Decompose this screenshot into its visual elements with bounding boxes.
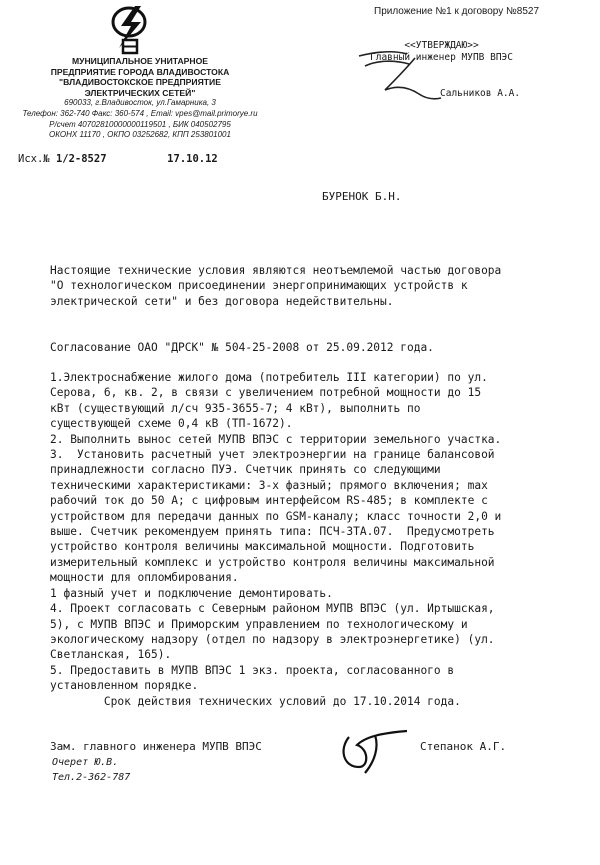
org-name-line1: "ВЛАДИВОСТОКСКОЕ ПРЕДПРИЯТИЕ [59,77,221,88]
org-name-line2: ЭЛЕКТРИЧЕСКИХ СЕТЕЙ" [84,87,196,98]
company-logo-icon [105,4,155,56]
org-type-line2: ПРЕДПРИЯТИЕ ГОРОДА ВЛАДИВОСТОКА [50,66,230,77]
signer-signature [335,727,415,775]
intro-paragraph: Настоящие технические условия являются неотъемлемой частью договора "О технологическом присоединении энергопринимающих устройств к электрической сети" и без договора недействительны. [50,264,502,308]
executor-name: Очерет Ю.В. [52,757,119,768]
outgoing-number-value: 1/2-8527 [55,153,107,165]
outgoing-number [18,153,218,165]
approval-stamp: <<УТВЕРЖДАЮ>> [404,40,479,51]
approver-name: Сальников А.А. [440,88,521,99]
outgoing-date: 17.10.12 [167,153,218,165]
signer-position: Зам. главного инженера МУПВ ВПЭС [50,740,262,753]
org-address: 690033, г.Владивосток, ул.Гамарника, 3 [64,98,216,108]
recipient-name: БУРЕНОК Б.Н. [322,190,402,203]
agreement-line: Согласование ОАО "ДРСК" № 504-25-2008 от 25.09.2012 года. [50,341,434,354]
organization-header [10,56,270,141]
org-type-line1: МУНИЦИПАЛЬНОЕ УНИТАРНОЕ [71,56,209,66]
appendix-reference: Приложение №1 к договору №8527 [374,6,539,17]
org-codes: ОКОНХ 11170 , ОКПО 03252682, КПП 253801001 [49,130,231,140]
signer-name: Степанок А.Г. [420,740,507,753]
executor-block [52,756,130,785]
approval-position: Главный инженер МУПВ ВПЭС [370,52,513,63]
outgoing-label: Исх.№ [18,153,50,165]
org-contacts: Телефон: 362-740 Факс: 360-574 , Email: vpes@mail.primorye.ru [22,108,258,118]
org-bank: Р/счет 40702810000000119501 , БИК 040502795 [49,119,231,129]
approver-signature [355,46,445,108]
executor-phone: Тел.2-362-787 [52,771,131,783]
conditions-list: 1.Электроснабжение жилого дома (потребитель III категории) по ул. Серова, 6, кв. 2, в связи с увеличением потребной мощности до 15 кВт (существующий л/сч 935-3655-7; 4 кВт), выполнить по существующей схеме 0,4 кВ (ТП-1672). 2. Выполнить вынос сетей МУПВ ВПЭС с территории земельного участка. 3. Установить расчетный учет электроэнергии на границе балансовой принадлежности согласно ПУЭ. Счетчик принять со следующими техническими характеристиками: 3-х фазный; прямого включения; max рабочий ток до 50 А; с цифровым интерфейсом RS-485; в комплекте с устройством для передачи данных по GSM-каналу; класс точности 2,0 и выше. Счетчик рекомендуем принять типа: ПСЧ-3ТА.07. Предусмотреть устройство контроля величины максимальной мощности. Подготовить измерительный комплекс и устройство контроля величины максимальной мощности для опломбирования. 1 фазный учет и подключение демонтировать. 4. Проект согласовать с Северным районом МУПВ ВПЭС (ул. Иртышская, 5), с МУПВ ВПЭС и Приморским управлением по технологическому и экологическому надзору (отдел по надзору в электроэнергетике) (ул. Светланская, 165). 5. Предоставить в МУПВ ВПЭС 1 экз. проекта, согласованного в установленном порядке. Срок действия технических условий до 17.10.2014 года. [50,371,502,708]
